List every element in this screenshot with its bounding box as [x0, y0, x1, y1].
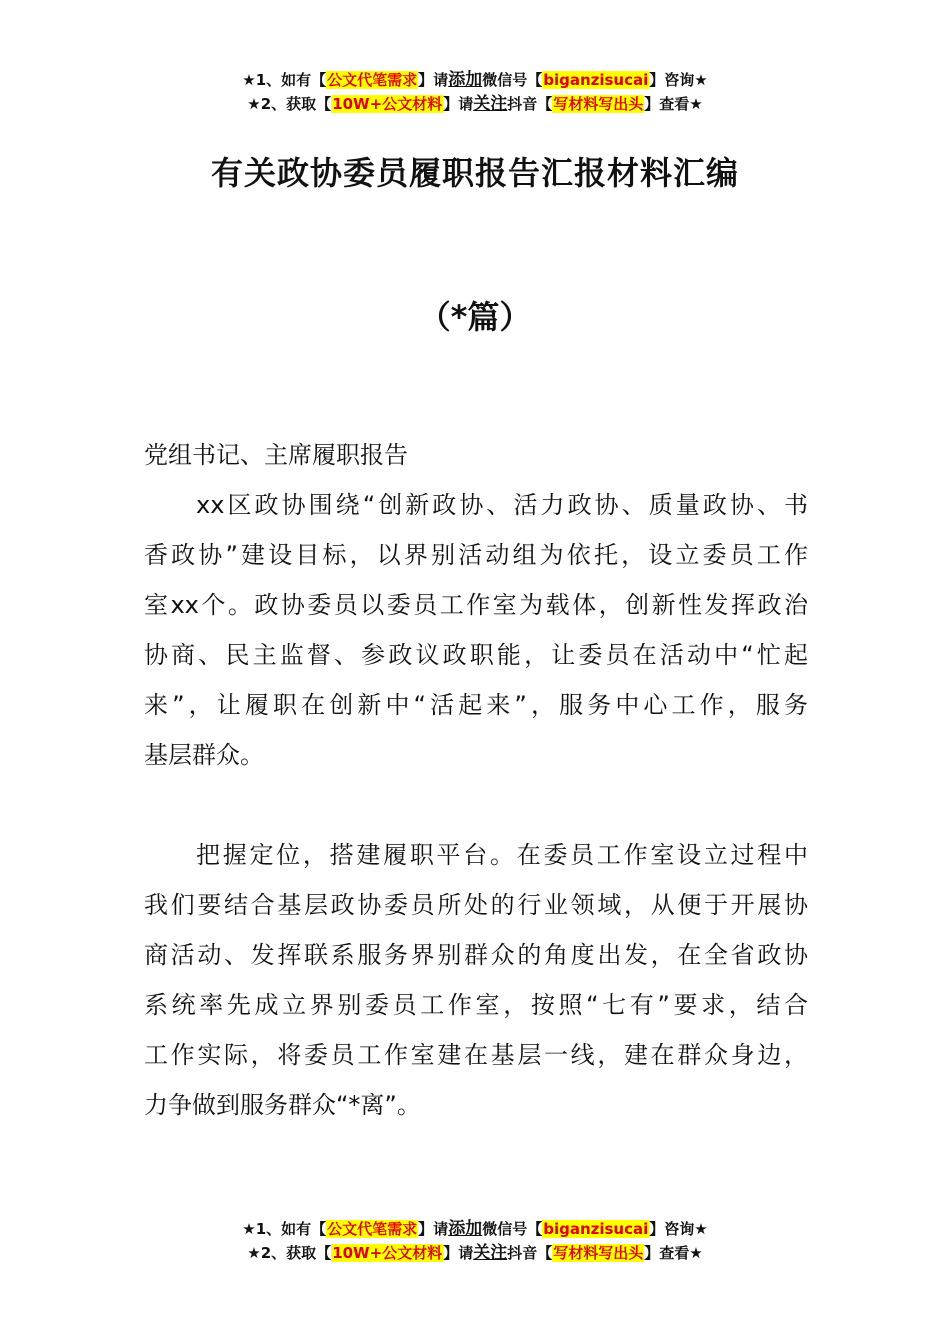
promo-emphasis-add: 添加 — [448, 70, 483, 90]
paragraph-line: 来”，让履职在创新中“活起来”，服务中心工作，服务 — [144, 691, 808, 719]
bottom-promo-banner — [0, 1217, 950, 1265]
paragraph-line: 力争做到服务群众“*离”。 — [144, 1091, 421, 1119]
section-heading: 党组书记、主席履职报告 — [144, 441, 408, 469]
promo-line-1-mid1: 】请 — [418, 71, 449, 89]
paragraph-line: 室xx个。政协委员以委员工作室为载体，创新性发挥政治 — [144, 591, 808, 619]
promo-line-2 — [0, 1241, 950, 1265]
promo-line-2-prefix: ★2、获取【 — [247, 1244, 332, 1262]
promo-line-1-suffix: 】咨询★ — [649, 1220, 708, 1238]
document-subtitle: （*篇） — [418, 298, 532, 336]
promo-emphasis-follow: 关注 — [473, 1243, 508, 1263]
promo-highlight-wechat-id: biganzisucai — [543, 1220, 649, 1238]
promo-highlight-douyin-account: 写材料写出头 — [553, 1244, 644, 1262]
promo-line-1-mid2: 微信号【 — [482, 1220, 543, 1238]
paragraph-line: 把握定位，搭建履职平台。在委员工作室设立过程中 — [196, 841, 808, 869]
promo-highlight-materials: 10W+公文材料 — [332, 95, 443, 113]
promo-line-1 — [0, 1217, 950, 1241]
promo-line-1-mid2: 微信号【 — [482, 71, 543, 89]
promo-line-2-mid2: 抖音【 — [507, 95, 553, 113]
promo-highlight-wechat-id: biganzisucai — [543, 71, 649, 89]
promo-line-1-prefix: ★1、如有【 — [242, 71, 327, 89]
promo-line-2 — [0, 92, 950, 116]
paragraph-2 — [144, 830, 808, 1130]
promo-highlight-writing-service: 公文代笔需求 — [327, 71, 418, 89]
paragraph-line: 基层群众。 — [144, 741, 264, 769]
promo-highlight-douyin-account: 写材料写出头 — [553, 95, 644, 113]
promo-line-2-mid1: 】请 — [443, 1244, 474, 1262]
document-title: 有关政协委员履职报告汇报材料汇编 — [210, 154, 739, 192]
promo-line-2-mid2: 抖音【 — [507, 1244, 553, 1262]
promo-emphasis-follow: 关注 — [473, 94, 508, 114]
promo-emphasis-add: 添加 — [448, 1219, 483, 1239]
paragraph-1 — [144, 480, 808, 780]
promo-line-1-suffix: 】咨询★ — [649, 71, 708, 89]
paragraph-line: 香政协”建设目标，以界别活动组为依托，设立委员工作 — [144, 541, 808, 569]
paragraph-line: 系统率先成立界别委员工作室，按照“七有”要求，结合 — [144, 991, 808, 1019]
paragraph-line: 工作实际，将委员工作室建在基层一线，建在群众身边， — [144, 1041, 808, 1069]
promo-line-2-mid1: 】请 — [443, 95, 474, 113]
paragraph-line: 我们要结合基层政协委员所处的行业领域，从便于开展协 — [144, 891, 808, 919]
paragraph-line: xx区政协围绕“创新政协、活力政协、质量政协、书 — [196, 491, 808, 519]
promo-line-1-prefix: ★1、如有【 — [242, 1220, 327, 1238]
promo-line-1 — [0, 68, 950, 92]
promo-line-2-suffix: 】查看★ — [644, 95, 703, 113]
paragraph-line: 协商、民主监督、参政议政职能，让委员在活动中“忙起 — [144, 641, 808, 669]
paragraph-line: 商活动、发挥联系服务界别群众的角度出发，在全省政协 — [144, 941, 808, 969]
promo-line-2-prefix: ★2、获取【 — [247, 95, 332, 113]
promo-line-2-suffix: 】查看★ — [644, 1244, 703, 1262]
promo-line-1-mid1: 】请 — [418, 1220, 449, 1238]
top-promo-banner — [0, 68, 950, 116]
promo-highlight-writing-service: 公文代笔需求 — [327, 1220, 418, 1238]
promo-highlight-materials: 10W+公文材料 — [332, 1244, 443, 1262]
